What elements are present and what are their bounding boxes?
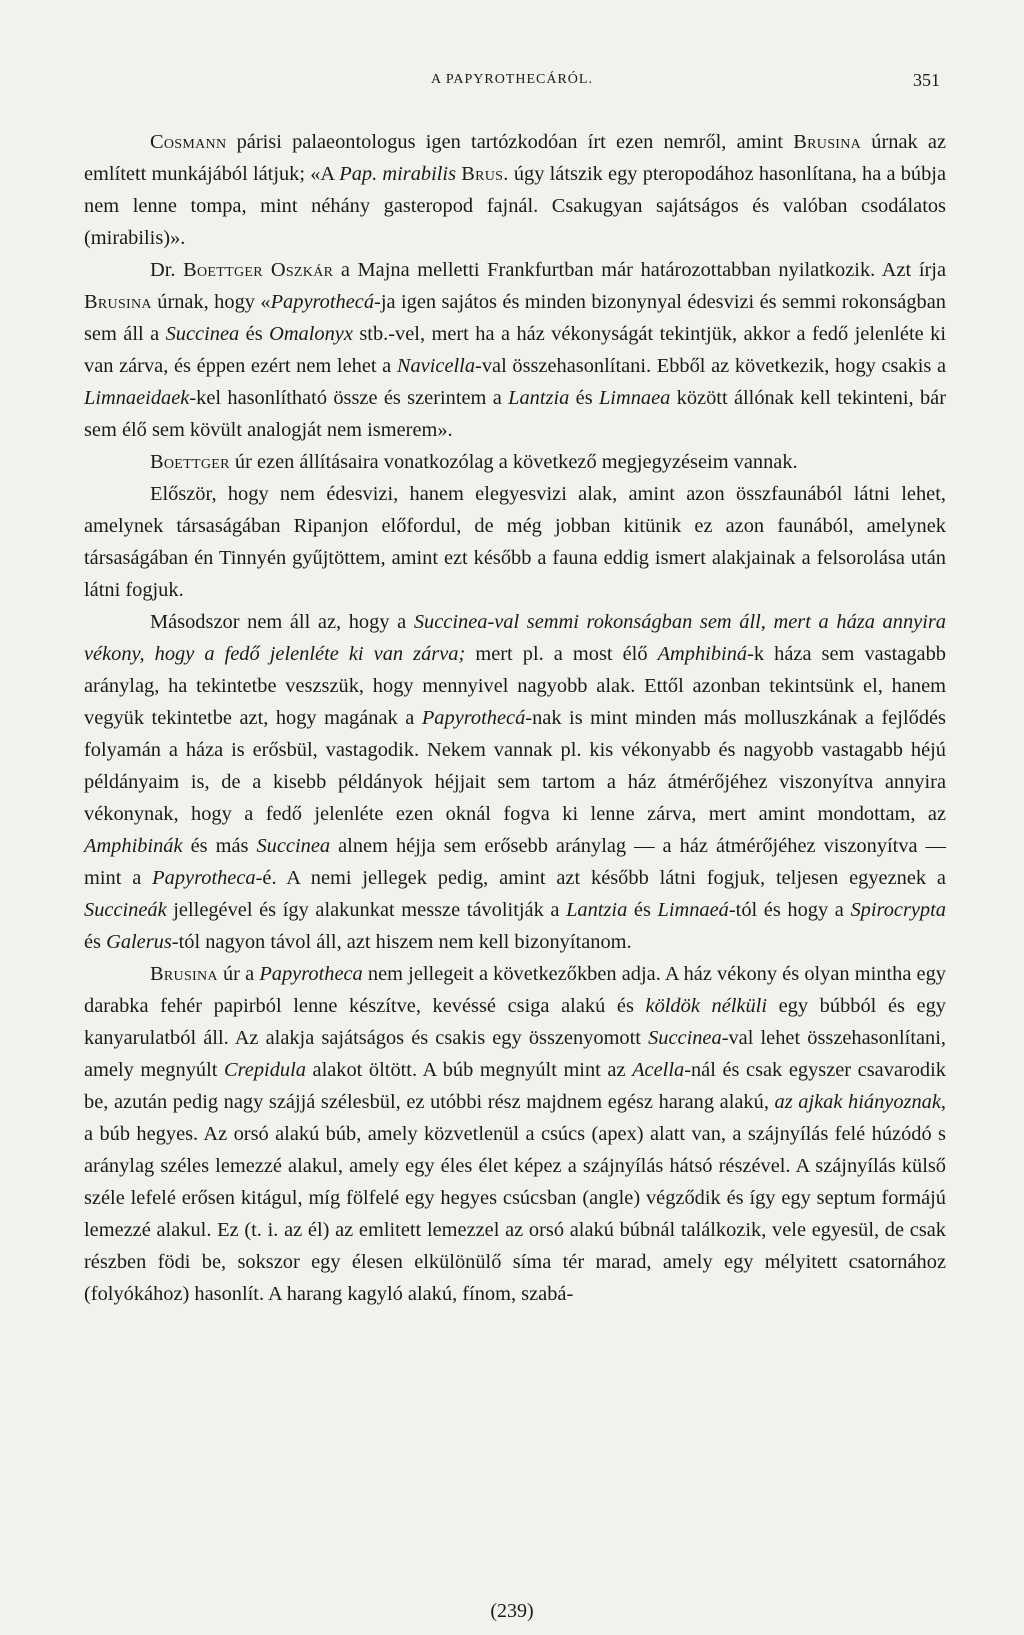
text-run: és <box>569 387 599 409</box>
text-run: között állónak kell tekinteni, bár sem élő sem kövült analogját nem ismerem». <box>84 387 946 441</box>
text-run: -k háza sem vastagabb aránylag, ha tekintetbe veszszük, hogy mennyivel nagyobb alak. Ettől azonban tekintsünk el, hanem vegyük tekintetbe azt, hogy magának a <box>84 643 946 729</box>
text-run: úgy látszik egy pteropodához hasonlítana, ha a búbja nem lenne tompa, mint néhány gasteropod fajnál. Csakugyan sajátságos és valóban csodálatos (mirabilis)». <box>84 163 946 249</box>
italic-term: Succinea <box>256 835 331 857</box>
text-run: stb.-vel, mert ha a ház vékonyságát tekintjük, akkor a fedő jelenléte ki van zárva, és éppen ezért nem lehet a <box>84 323 946 377</box>
text-run: -nál és csak egyszer csavarodik be, azután pedig nagy szájjá szélesbül, ez utóbbi rész majdnem egész harang alakú, <box>84 1059 946 1113</box>
italic-term: Omalonyx <box>269 323 353 345</box>
italic-term: Pap. mirabilis <box>339 163 457 185</box>
paragraph-3 <box>84 446 946 478</box>
text-run: úr a <box>217 963 260 985</box>
italic-term: Crepidula <box>224 1059 306 1081</box>
italic-term: Papyrotheca <box>152 867 256 889</box>
italic-term: Limnaeidaek <box>84 387 190 409</box>
text-run: alakot öltött. A búb megnyúlt mint az <box>305 1059 633 1081</box>
text-run: és <box>627 899 658 921</box>
text-run: úrnak az említett munkájából látjuk; «A <box>84 131 947 185</box>
text-run: -nak is mint minden más molluszkának a fejlődés folyamán a háza is erősbül, vastagodik. Nekem vannak pl. kis vékonyabb és nagyobb vastagabb héjú példányaim is, de a kisebb példányok héjjait sem tartom a ház átmérőjéhez viszonyítva annyira vékonynak, hogy a fedő jelenléte ezen oknál fogva ki lenne zárva, mert amint mondottam, az <box>84 707 946 825</box>
italic-term: Papyrothecá <box>270 291 375 313</box>
text-run: egy búbból és egy kanyarulatból áll. Az alakja sajátságos és csakis egy összenyomott <box>84 995 947 1049</box>
text-run: -tól nagyon távol áll, azt hiszem nem kell bizonyítanom. <box>171 931 632 953</box>
italic-term: Amphibinák <box>84 835 183 857</box>
italic-term: köldök nélküli <box>645 995 767 1017</box>
page-number: 351 <box>913 70 940 90</box>
italic-term: az ajkak hiányoznak, <box>774 1091 946 1113</box>
folio-number: (239) <box>490 1600 534 1622</box>
text-run: -kel hasonlítható össze és szerintem a <box>189 387 509 409</box>
text-run: és <box>84 931 107 953</box>
text-run: úrnak, hogy « <box>151 291 271 313</box>
italic-term: Succinea <box>165 323 240 345</box>
text-run: Másodszor nem áll az, hogy a <box>150 611 414 633</box>
text-run: -val összehasonlítani. Ebből az következik, hogy csakis a <box>475 355 946 377</box>
text-run: -val lehet összehasonlítani, amely megnyúlt <box>84 1027 946 1081</box>
italic-term: Succinea-val semmi rokonságban sem áll, mert a háza annyira vékony, hogy a fedő jelenléte ki van zárva; <box>84 611 946 665</box>
italic-term: Acella <box>632 1059 685 1081</box>
running-header <box>84 72 940 100</box>
text-run: -tól és hogy a <box>728 899 851 921</box>
paragraph-5 <box>84 606 946 958</box>
italic-term: Galerus <box>106 931 172 953</box>
text-run: mert pl. a most élő <box>465 643 658 665</box>
paragraph-2 <box>84 254 946 446</box>
italic-term: Succineák <box>84 899 167 921</box>
text-run: Dr. <box>150 259 184 281</box>
text-run: a Majna melletti Frankfurtban már határozottabban nyilatkozik. Azt írja <box>333 259 946 281</box>
text-run: nem jellegeit a következőkben adja. A ház vékony és olyan mintha egy darabka fehér papirból lenne készítve, kevéssé csiga alakú és <box>84 963 946 1017</box>
italic-term: Spirocrypta <box>850 899 946 921</box>
text-run: a búb hegyes. Az orsó alakú búb, amely közvetlenül a csúcs (apex) alatt van, a szájnyílás felé húzódó s aránylag széles lemezzé alakul, amely egy éles élet képez a szájnyílás hátsó részével. A szájnyílás külső széle lefelé erősen kitágul, míg fölfelé egy hegyes csúcsban (angle) végződik és így egy septum formájú lemezzé alakul. Ez (t. i. az él) az emlitett lemezzel az orsó alakú búbnál találkozik, vele egyesül, de csak részben födi be, sokszor egy élesen elkülönülő síma tér marad, amely egy mélyitett csatornához (folyókához) hasonlít. A harang kagyló alakú, fínom, szabá- <box>84 1123 946 1305</box>
running-title: A PAPYROTHECÁRÓL. <box>431 72 593 87</box>
body-text <box>84 126 946 1310</box>
name-smallcaps: Boettger <box>150 451 230 473</box>
text-run: alnem héjja sem erősebb aránylag — a ház átmérőjéhez viszonyítva — mint a <box>84 835 947 889</box>
name-smallcaps: Boettger Oszkár <box>183 259 334 281</box>
text-run: -ja igen sajátos és minden bizonynyal édesvizi és semmi rokonságban sem áll a <box>84 291 946 345</box>
italic-term: Limnaeá <box>657 899 729 921</box>
italic-term: Succinea <box>648 1027 722 1049</box>
text-run: -é. A nemi jellegek pedig, amint azt később látni fogjuk, teljesen egyeznek a <box>255 867 946 889</box>
paragraph-1 <box>84 126 946 254</box>
italic-term: Amphibiná <box>657 643 748 665</box>
name-smallcaps: Brusina <box>150 963 218 985</box>
italic-term: Papyrothecá <box>421 707 526 729</box>
text-run: és <box>239 323 270 345</box>
name-smallcaps: Brusina <box>793 131 862 153</box>
name-smallcaps: Cosmann <box>150 131 227 153</box>
text-run: Először, hogy nem édesvizi, hanem elegyesvizi alak, amint azon összfaunából látni lehet, amelynek társaságában Ripanjon előfordul, de még jobban kitünik ez azon faunából, amelynek társaságában én Tinnyén gyűjtöttem, amint ezt később a fauna eddig ismert alakjainak a felsorolása után látni fogjuk. <box>84 483 946 601</box>
paragraph-6 <box>84 958 946 1310</box>
text-run: jellegével és így alakunkat messze távolitják a <box>166 899 567 921</box>
text-run: úr ezen állításaira vonatkozólag a következő megjegyzéseim vannak. <box>229 451 798 473</box>
paragraph-4 <box>84 478 946 606</box>
text-run: és más <box>182 835 257 857</box>
italic-term: Papyrotheca <box>259 963 363 985</box>
text-run: párisi palaeontologus igen tartózkodóan írt ezen nemről, amint <box>226 131 794 153</box>
italic-term: Limnaea <box>598 387 671 409</box>
name-smallcaps: Brusina <box>84 291 152 313</box>
name-smallcaps: Brus. <box>461 163 509 185</box>
italic-term: Navicella <box>396 355 476 377</box>
italic-term: Lantzia <box>508 387 570 409</box>
italic-term: Lantzia <box>566 899 628 921</box>
